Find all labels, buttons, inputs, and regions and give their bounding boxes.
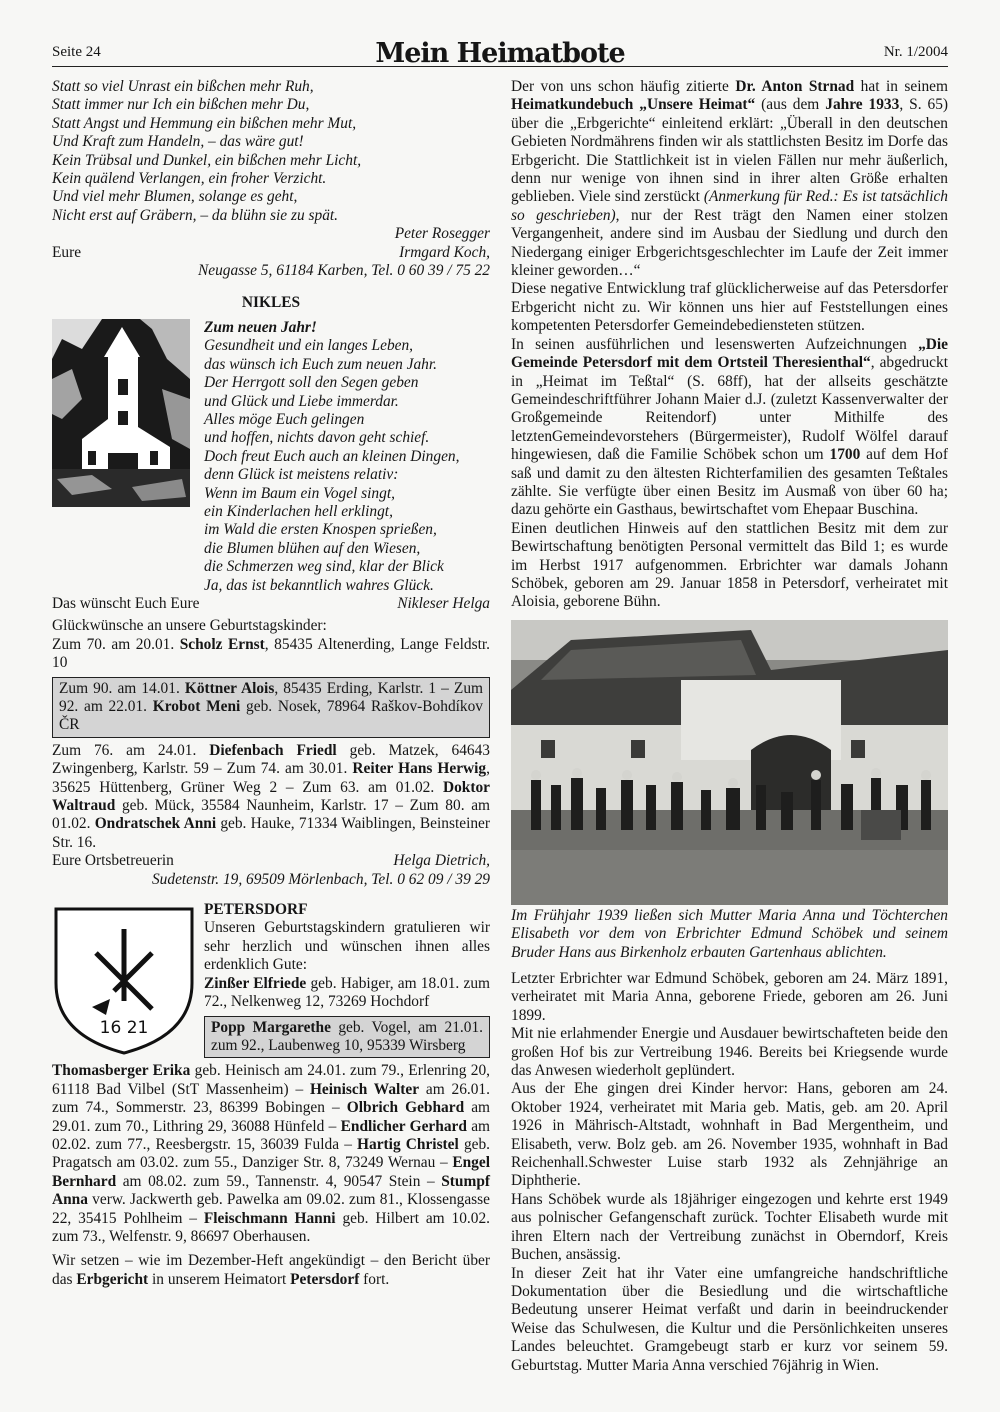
- nikles-poem: [204, 319, 459, 595]
- poem-line: Statt Angst und Hemmung ein bißchen mehr Mut,: [52, 114, 357, 132]
- poem-line: Kein Trübsal und Dunkel, ein bißchen mehr Licht,: [52, 151, 362, 169]
- masthead-title: Mein Heimatbote: [375, 38, 625, 69]
- article-paragraph: Letzter Erbrichter war Edmund Schöbek, geboren am 24. März 1891, verheiratet mit Maria Anna, geborene Friede, geboren am 26. Juni 1899.: [511, 970, 948, 1024]
- nikles-signature: [52, 595, 490, 613]
- poem-line: ein Kinderlachen hell erklingt,: [204, 502, 393, 520]
- signature-eure: Eure Ortsbetreuerin: [52, 852, 174, 870]
- poem-author: Peter Rosegger: [394, 225, 490, 243]
- poem-title: Zum neuen Jahr!: [204, 318, 317, 336]
- poem-line: Und viel mehr Blumen, solange es geht,: [52, 188, 298, 206]
- article-paragraph: Hans Schöbek wurde als 18jähriger eingezogen und kehrte erst 1949 aus polnischer Gefangenschaft zurück. Tochter Elisabeth wurde mit ihren Eltern nach der Vertreibung zunächst in Oberndorf, Kreis Buchen, ansässig.: [511, 1190, 948, 1264]
- birthday-entries: Zum 76. am 24.01. Diefenbach Friedl geb. Matzek, 64643 Zwingenberg, Karlstr. 59 – Zum 74. am 30.01. Reiter Hans Herwig, 35625 Hüttenberg, Grüner Weg 2 – Zum 63. am 01.02. Doktor Waltraud geb. Mück, 35584 Naunheim, Karlstr. 17 – Zum 80. am 01.02. Ondratschek Anni geb. Hauke, 71334 Waiblingen, Beinsteiner Str. 16.: [52, 741, 490, 851]
- poem-line: im Wald die ersten Knospen sprießen,: [204, 521, 437, 539]
- article-paragraph: Einen deutlichen Hinweis auf den stattlichen Besitz mit dem zur Bewirtschaftung benötigten Personal vermittelt das Bild 1; es wurde im Herbst 1917 aufgenommen. Erbrichter war damals Johann Schöbek, geboren am 29. Januar 1858 in Petersdorf, verheiratet mit Aloisia, geborene Bühn.: [511, 519, 948, 611]
- section-heading-nikles: NIKLES: [241, 294, 301, 312]
- highlight-box-popp: Popp Margarethe geb. Vogel, am 21.01. zum 92., Laubenweg 10, 95339 Wirsberg: [204, 1016, 490, 1059]
- left-column: [52, 78, 490, 1289]
- right-column: [511, 78, 948, 1375]
- erbgericht-photo: [511, 620, 948, 905]
- poem-line: und hoffen, nichts davon geht schief.: [204, 429, 430, 447]
- nikles-author: Nikleser Helga: [397, 594, 490, 612]
- poem-line: Statt immer nur Ich ein bißchen mehr Du,: [52, 96, 310, 114]
- issue-number: Nr. 1/2004: [883, 44, 948, 60]
- petersdorf-intro: Unseren Geburtstagskindern gratulieren wir sehr herzlich und wünschen ihnen alles erdenklich Gute:: [204, 919, 490, 974]
- church-woodcut-image: [52, 319, 190, 507]
- poem-line: Und Kraft zum Handeln, – das wäre gut!: [52, 133, 304, 151]
- article-paragraph: Aus der Ehe gingen drei Kinder hervor: Hans, geboren am 24. Oktober 1924, verheiratet mit Maria geb. Matis, geb. am 20. April 1926 in Mährisch-Altstadt, wohnhaft in Bad Mergentheim, und Elisabeth, verw. Bolz geb. am 26. November 1935, wohnhaft in Bad Reichenhall.Schwester Luise starb 1932 als Zehnjährige an Diphtherie.: [511, 1080, 948, 1190]
- poem-line: Nicht erst auf Gräbern, – da blühn sie zu spät.: [52, 206, 339, 224]
- signature-address: Neugasse 5, 61184 Karben, Tel. 0 60 39 / 75 22: [198, 262, 490, 280]
- poem-line: das wünsch ich Euch zum neuen Jahr.: [204, 355, 437, 373]
- signature-eure: Eure: [52, 243, 82, 261]
- signature-address: Sudetenstr. 19, 69509 Mörlenbach, Tel. 0 62 09 / 39 29: [151, 870, 490, 888]
- poem-line: Der Herrgott soll den Segen geben: [204, 374, 419, 392]
- highlight-box-birthdays: Zum 90. am 14.01. Köttner Alois, 85435 Erding, Karlstr. 1 – Zum 92. am 22.01. Krobot Meni geb. Nosek, 78964 Raškov-Bohdíkov ČR: [52, 677, 490, 738]
- poem-line: Ja, das ist bekanntlich wahres Glück.: [204, 576, 434, 594]
- article-paragraph: In seinen ausführlichen und lesenswerten Aufzeichnungen „Die Gemeinde Petersdorf mit dem Ortsteil Theresienthal“, abgedruckt in „Heimat im Teßtal“ (S. 68ff), hat der allseits geschätzte Gemeindeschriftführer Johann Maier d.J. (zuletzt Kassenverwalter der Großgemeinde Reitendorf) unter Mithilfe des letztenGemeindevorstehers (Bürgermeister), Rudolf Wölfel darauf hingewiesen, daß die Familie Schöbek schon um 1700 auf dem Hof saß und damit zu den ältesten Richterfamilien des gesamten Teßtales zählte. Sie verfügte über einen Besitz im Ausmaß von über 60 ha; dazu gehörte ein Gasthaus, bewirtschaftet vom Ehepaar Buschina.: [511, 335, 948, 519]
- signature-koch: [52, 244, 490, 262]
- rosegger-poem: [52, 78, 490, 225]
- crest-year: 16 21: [99, 1018, 149, 1039]
- page-number: Seite 24: [52, 44, 101, 60]
- signature-dietrich: [52, 852, 490, 870]
- page-header: [52, 38, 948, 68]
- article-paragraph: In dieser Zeit hat ihr Vater eine umfangreiche handschriftliche Dokumentation über die Besiedlung und die wirtschaftliche Bedeutung unserer Heimat verfaßt und darin in beeindruckender Weise das Schulwesen, die Kultur und die Persönlichkeiten unseres Landes beleuchtet. Gramgebeugt starb er kurz vor seinem 59. Geburtstag. Mutter Maria Anna verschied 76jährig in Wien.: [511, 1264, 948, 1374]
- petersdorf-section: [52, 901, 490, 1062]
- poem-line: Doch freut Euch auch an kleinen Dingen,: [204, 447, 460, 465]
- poem-line: die Schmerzen weg sind, klar der Blick: [204, 558, 444, 576]
- poem-line: Alles möge Euch gelingen: [204, 410, 365, 428]
- nikles-wish: Das wünscht Euch Eure: [52, 594, 200, 612]
- poem-line: Statt so viel Unrast ein bißchen mehr Ruh,: [52, 78, 314, 95]
- poem-line: die Blumen blühen auf den Wiesen,: [204, 539, 421, 557]
- petersdorf-birthdays: Thomasberger Erika geb. Heinisch am 24.01. zum 79., Erlenring 20, 61118 Bad Vilbel (StT Massenheim) – Heinisch Walter am 26.01. zum 74., Sommerstr. 23, 86399 Bobingen – Olbrich Gebhard am 29.01. zum 70., Lithring 29, 36088 Hünfeld – Endlicher Gerhard am 02.02. zum 77., Reesbergstr. 15, 36039 Fulda – Hartig Christel geb. Pragatsch am 03.02. zum 55., Danziger Str. 8, 73249 Wernau – Engel Bernhard am 08.02. zum 59., Tannenstr. 4, 90547 Stein – Stumpf Anna verw. Jackwerth geb. Pawelka am 09.02. zum 81., Klossengasse 22, 35415 Pohlheim – Fleischmann Hanni geb. Hilbert am 10.02. zum 73., Welfenstr. 9, 86697 Oberhausen.: [52, 1062, 491, 1245]
- header-rule: [52, 66, 948, 67]
- section-heading-petersdorf: PETERSDORF: [204, 901, 308, 919]
- erbgericht-lead: Wir setzen – wie im Dezember-Heft angekündigt – den Bericht über das Erbgericht in unserem Heimatort Petersdorf fort.: [52, 1252, 490, 1288]
- photo-caption: Im Frühjahr 1939 ließen sich Mutter Maria Anna und Töchterchen Elisabeth vor dem von Erbrichter Edmund Schöbek und seinem Bruder Hans aus Birkenholz erbauten Gartenhaus ablichten.: [511, 906, 948, 961]
- poem-line: und Glück und Liebe immerdar.: [204, 392, 399, 410]
- poem-line: Gesundheit und ein langes Leben,: [204, 337, 414, 355]
- nikles-block: [52, 319, 490, 595]
- poem-line: denn Glück ist meistens relativ:: [204, 466, 399, 484]
- poem-line: Wenn im Baum ein Vogel singt,: [204, 484, 395, 502]
- birthday-intro: Glückwünsche an unsere Geburtstagskinder:: [52, 617, 327, 635]
- signature-name: Irmgard Koch,: [399, 243, 490, 261]
- birthday-entry: Zinßer Elfriede geb. Habiger, am 18.01. zum 72., Nelkenweg 12, 73269 Hochdorf: [204, 974, 490, 1011]
- article-paragraph: Der von uns schon häufig zitierte Dr. Anton Strnad hat in seinem Heimatkundebuch „Unsere Heimat“ (aus dem Jahre 1933, S. 65) über die „Erbgerichte“ einleitend erklärt: „Überall in den deutschen Gebieten Nordmährens finden wir als stattlichsten Besitz im Dorfe das Erbgericht. Die Stattlichkeit ist in vielen Fällen nur mehr äußerlich, denn nur wenige von ihnen sind in ihrer alten Größe erhalten geblieben. Viele sind zerstückt (Anmerkung für Red.: Es ist tatsächlich so geschrieben), nur der Rest trägt den Namen einer stolzen Vergangenheit, andere sind im Ausbau der Siedlung und durch den Niedergang einiger Erbgerichtsgeschlechter im Laufe der Zeit immer kleiner geworden…“: [511, 78, 949, 280]
- signature-name: Helga Dietrich,: [393, 852, 490, 870]
- article-paragraph: Mit nie erlahmender Energie und Ausdauer bewirtschafteten beide den großen Hof bis zur Vertreibung 1946. Bereits bei Kriegsende wurde das Anwesen wiederholt geplündert.: [511, 1025, 948, 1080]
- poem-line: Kein quälend Verlangen, ein froher Verzicht.: [52, 170, 327, 188]
- birthday-entry: Zum 70. am 20.01. Scholz Ernst, 85435 Altenerding, Lange Feldstr. 10: [52, 635, 490, 672]
- petersdorf-crest-image: [52, 905, 196, 1057]
- article-paragraph: Diese negative Entwicklung traf glücklicherweise auf das Petersdorfer Erbgericht nicht zu. Wir können uns hier auf Feststellungen eines kompetenten Petersdorfer Gemeindebediensteten stützen.: [511, 280, 948, 335]
